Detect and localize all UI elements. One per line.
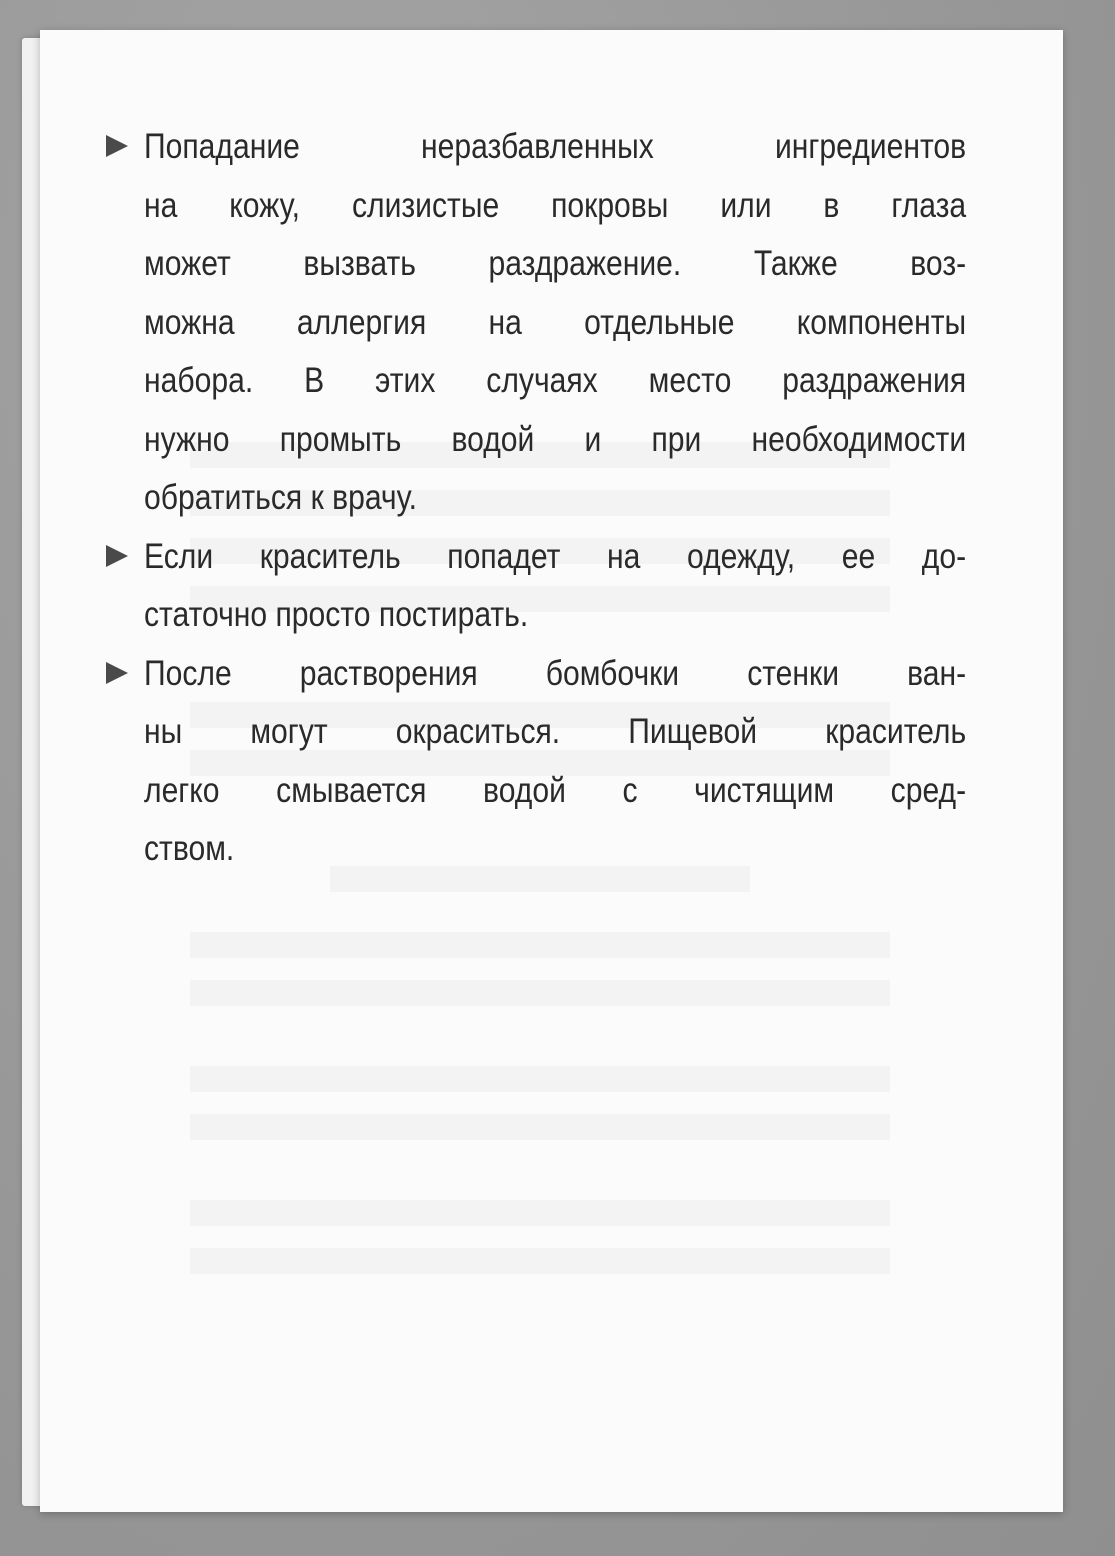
text-line: нужно промыть водой и при необходимости (144, 419, 967, 459)
text-line: можна аллергия на отдельные компоненты (144, 302, 967, 342)
text-line: статочно просто постирать. (144, 595, 529, 634)
text-line: набора. В этих случаях место раздражения (144, 361, 967, 400)
triangle-right-icon (106, 135, 128, 157)
list-item (106, 528, 966, 645)
precautions-list (106, 118, 966, 879)
text-line: Попадание неразбавленных ингредиентов (144, 127, 967, 166)
text-line: на кожу, слизистые покровы или в глаза (144, 185, 967, 225)
list-item (106, 118, 966, 528)
text-line: После растворения бомбочки стенки ван- (144, 653, 967, 693)
list-item (106, 645, 966, 879)
text-line: легко смывается водой с чистящим сред- (144, 770, 967, 810)
text-line: может вызвать раздражение. Также воз- (144, 244, 967, 283)
text-line: ны могут окраситься. Пищевой краситель (144, 712, 967, 751)
triangle-right-icon (106, 545, 128, 567)
text-line: Если краситель попадет на одежду, ее до- (144, 536, 967, 576)
text-line: обратиться к врачу. (144, 478, 418, 517)
text-line: ством. (144, 829, 235, 868)
triangle-right-icon (106, 662, 128, 684)
